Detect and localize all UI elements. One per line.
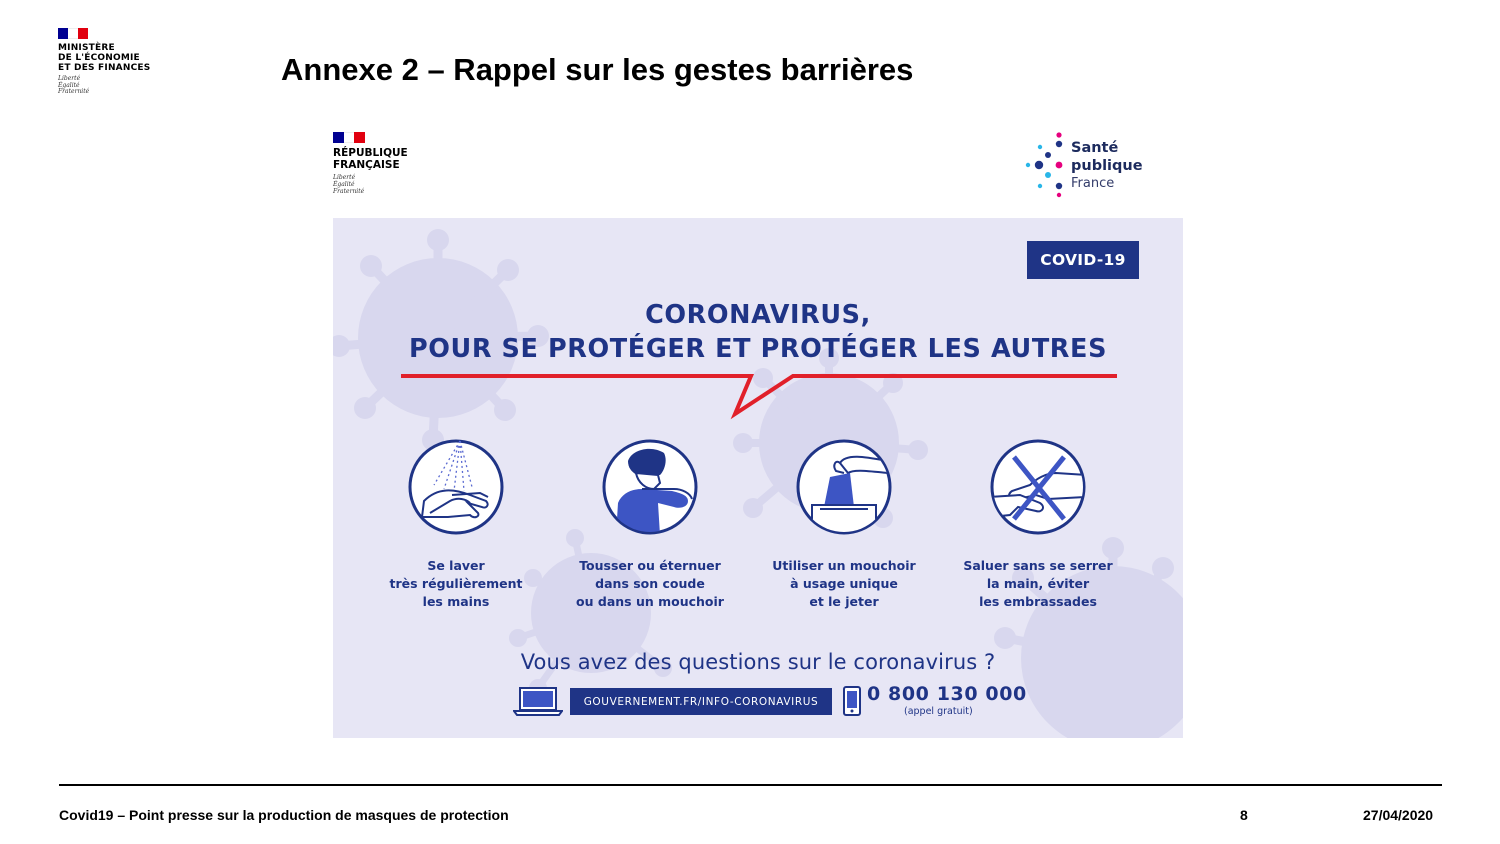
rf-line: FRANÇAISE [333, 159, 400, 171]
phone-icon [843, 686, 861, 716]
phone-number: 0 800 130 000 [867, 683, 1027, 705]
gesture-label-hand-washing [361, 557, 551, 611]
tissue-icon [796, 439, 892, 535]
gesture-label-cough [555, 557, 745, 611]
gesture-label-no-handshake [943, 557, 1133, 611]
gesture-label-line: à usage unique [790, 576, 898, 591]
gesture-label-line: et le jeter [809, 594, 879, 609]
gesture-label-line: Saluer sans se serrer [963, 558, 1113, 573]
gesture-label-line: Tousser ou éternuer [579, 558, 721, 573]
french-flag-icon [333, 132, 365, 143]
sante-publique-france-logo [1023, 130, 1153, 200]
gesture-label-line: dans son coude [595, 576, 705, 591]
rf-line: RÉPUBLIQUE [333, 147, 408, 159]
no-handshake-icon [990, 439, 1086, 535]
phone-note: (appel gratuit) [904, 706, 973, 717]
french-flag-icon [58, 28, 88, 39]
footer-date: 27/04/2020 [1363, 807, 1434, 823]
headline-line-2: POUR SE PROTÉGER ET PROTÉGER LES AUTRES [408, 334, 1108, 364]
motto-line: Fraternité [333, 188, 365, 195]
laptop-icon [513, 686, 563, 716]
footer-divider [59, 784, 1442, 786]
gesture-label-tissue [749, 557, 939, 611]
slide-title: Annexe 2 – Rappel sur les gestes barrières [281, 52, 914, 87]
motto-line: Liberté [58, 75, 81, 82]
ministry-line: ET DES FINANCES [58, 63, 151, 73]
headline-line-1: CORONAVIRUS, [645, 300, 871, 330]
motto-line: Fraternité [58, 88, 90, 95]
info-url-link[interactable]: GOUVERNEMENT.FR/INFO-CORONAVIRUS [570, 688, 832, 715]
gesture-label-line: très régulièrement [389, 576, 523, 591]
motto-line: Égalité [58, 81, 80, 89]
hand-washing-icon [408, 439, 504, 535]
gesture-label-line: Utiliser un mouchoir [772, 558, 916, 573]
gesture-label-line: ou dans un mouchoir [576, 594, 724, 609]
republique-francaise-logo [333, 132, 453, 195]
motto-line: Égalité [333, 181, 355, 188]
footer-title: Covid19 – Point presse sur la production de masques de protection [59, 807, 509, 823]
ministry-logo [58, 28, 188, 96]
poster-banner [333, 218, 1183, 738]
covid-badge: COVID-19 [1027, 241, 1139, 279]
page-number: 8 [1240, 807, 1248, 823]
gesture-label-line: la main, éviter [986, 576, 1090, 591]
gesture-label-line: les mains [422, 594, 490, 609]
ministry-line: DE L'ÉCONOMIE [58, 53, 140, 63]
ministry-line: MINISTÈRE [58, 43, 115, 53]
gesture-label-line: Se laver [427, 558, 485, 573]
covid-poster [333, 128, 1183, 738]
motto-line: Liberté [333, 174, 356, 181]
spf-line: France [1071, 176, 1115, 191]
question-text: Vous avez des questions sur le coronavirus ? [520, 650, 996, 674]
cough-elbow-icon [602, 439, 698, 535]
spf-line: publique [1071, 158, 1143, 174]
spf-dots-icon [1023, 130, 1069, 200]
spf-line: Santé [1071, 140, 1119, 156]
gesture-label-line: les embrassades [979, 594, 1097, 609]
